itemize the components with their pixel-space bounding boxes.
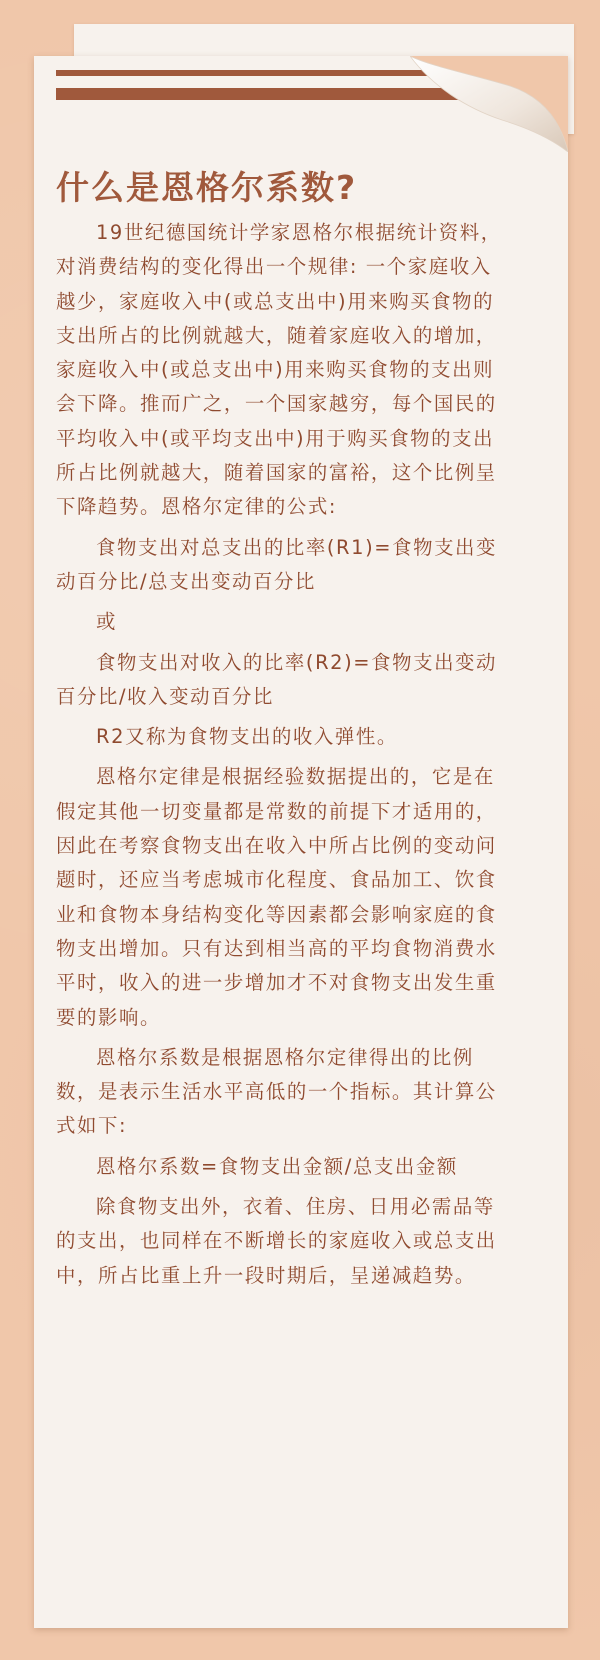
formula-line: 食物支出对收入的比率(R2)=食物支出变动 (96, 650, 498, 674)
formula-line: 百分比/收入变动百分比 (56, 684, 275, 708)
formula-line: 恩格尔系数=食物支出金额/总支出金额 (96, 1154, 458, 1178)
body-line: 平均收入中(或平均支出中)用于购买食物的支出 (56, 426, 495, 450)
body-line: 家庭收入中(或总支出中)用来购买食物的支出则 (56, 358, 495, 382)
body-line: 物支出增加。只有达到相当高的平均食物消费水 (56, 936, 497, 960)
formula-line: 动百分比/总支出变动百分比 (56, 569, 317, 593)
body-line: 题时，还应当考虑城市化程度、食品加工、饮食 (56, 868, 497, 892)
body-line: 式如下: (56, 1114, 128, 1138)
body-line: 所占比例就越大，随着国家的富裕，这个比例呈 (56, 461, 497, 485)
body-line: 越少，家庭收入中(或总支出中)用来购买食物的 (56, 289, 495, 313)
page-curl-icon (410, 56, 568, 152)
body-line: 中，所占比重上升一段时期后，呈递减趋势。 (56, 1263, 476, 1287)
body-line: 数，是表示生活水平高低的一个指标。其计算公 (56, 1080, 497, 1104)
body-line: 支出所占的比例就越大，随着家庭收入的增加， (56, 323, 497, 347)
body-line: 因此在考察食物支出在收入中所占比例的变动问 (56, 834, 497, 858)
body-line: 19世纪德国统计学家恩格尔根据统计资料， (96, 221, 502, 244)
body-line: 恩格尔系数是根据恩格尔定律得出的比例 (96, 1045, 474, 1069)
body-line: 下降趋势。恩格尔定律的公式: (56, 495, 338, 519)
formula-line: 食物支出对总支出的比率(R1)=食物支出变 (96, 535, 498, 559)
body-line: 对消费结构的变化得出一个规律: 一个家庭收入 (56, 255, 492, 279)
body-line: R2又称为食物支出的收入弹性。 (96, 725, 398, 749)
body-line: 业和食物本身结构变化等因素都会影响家庭的食 (56, 902, 497, 926)
body-line: 要的影响。 (56, 1005, 161, 1029)
body-line: 平时，收入的进一步增加才不对食物支出发生重 (56, 971, 497, 995)
or-line: 或 (96, 610, 117, 634)
body-line: 会下降。推而广之，一个国家越穷，每个国民的 (56, 392, 497, 416)
body-line: 假定其他一切变量都是常数的前提下才适用的， (56, 799, 497, 823)
body-line: 恩格尔定律是根据经验数据提出的，它是在 (96, 765, 495, 789)
article-title: 什么是恩格尔系数? (56, 168, 358, 207)
article-body (56, 216, 554, 1293)
body-line: 的支出，也同样在不断增长的家庭收入或总支出 (56, 1229, 497, 1253)
body-line: 除食物支出外，衣着、住房、日用必需品等 (96, 1195, 495, 1219)
